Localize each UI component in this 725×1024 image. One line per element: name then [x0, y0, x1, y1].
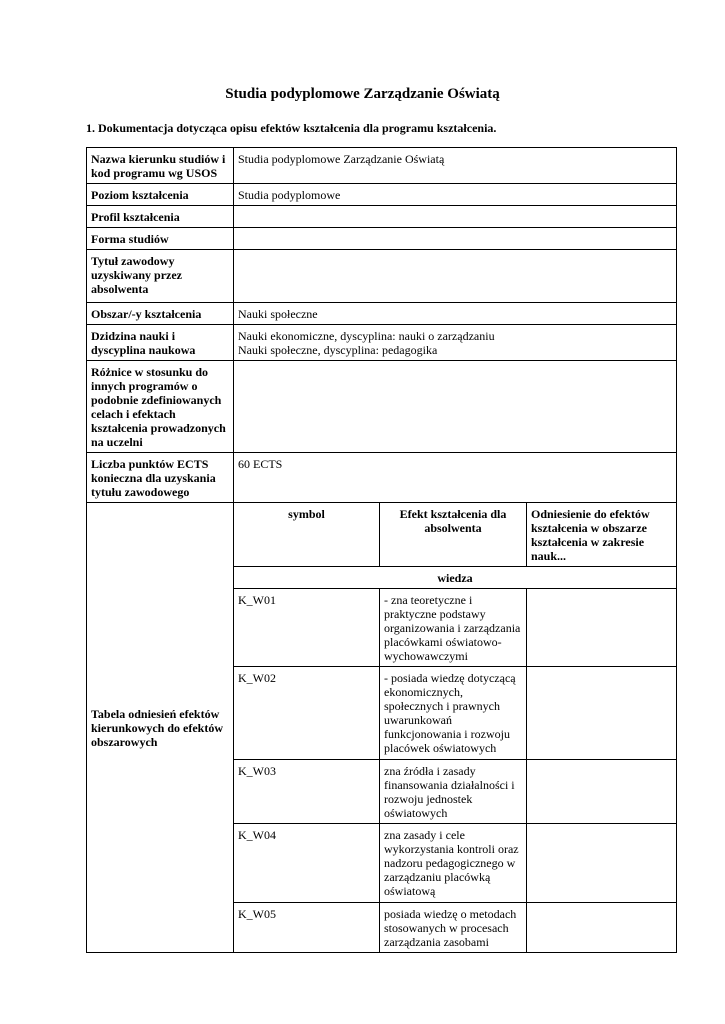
- row-value: [234, 325, 677, 361]
- row-value-line: Nauki społeczne, dyscyplina: pedagogika: [238, 343, 438, 357]
- row-value-line: Nauki ekonomiczne, dyscyplina: nauki o zarządzaniu: [238, 329, 495, 343]
- effect-description: - posiada wiedzę dotyczącą ekonomicznych, społecznych i prawnych uwarunkowań funkcjonowania i rozwoju placówek oświatowych: [380, 667, 527, 760]
- row-label: Tytuł zawodowy uzyskiwany przez absolwenta: [87, 250, 234, 303]
- table-row: [87, 453, 677, 503]
- row-value: [234, 361, 677, 453]
- row-label: Poziom kształcenia: [87, 184, 234, 206]
- section-heading: 1. Dokumentacja dotycząca opisu efektów kształcenia dla programu kształcenia.: [86, 121, 497, 135]
- row-label: Różnice w stosunku do innych programów o podobnie zdefiniowanych celach i efektach kształcenia prowadzonych na uczelni: [87, 361, 234, 453]
- effect-description: zna źródła i zasady finansowania działalności i rozwoju jednostek oświatowych: [380, 760, 527, 824]
- effect-reference: [527, 589, 677, 667]
- effect-description: posiada wiedzę o metodach stosowanych w procesach zarządzania zasobami: [380, 903, 527, 953]
- row-value: [234, 206, 677, 228]
- table-row: [87, 206, 677, 228]
- row-label: Liczba punktów ECTS konieczna dla uzyskania tytułu zawodowego: [87, 453, 234, 503]
- header-reference: Odniesienie do efektów kształcenia w obszarze kształcenia w zakresie nauk...: [527, 503, 677, 567]
- row-label: Profil kształcenia: [87, 206, 234, 228]
- document-title: Studia podyplomowe Zarządzanie Oświatą: [225, 86, 500, 102]
- effect-symbol: K_W03: [234, 760, 380, 824]
- row-label: Forma studiów: [87, 228, 234, 250]
- effect-reference: [527, 824, 677, 903]
- effect-description: - zna teoretyczne i praktyczne podstawy organizowania i zarządzania placówkami oświatowo-wychowawczymi: [380, 589, 527, 667]
- table-row: [87, 361, 677, 453]
- effect-symbol: K_W05: [234, 903, 380, 953]
- row-label: Obszar/-y kształcenia: [87, 303, 234, 325]
- effects-header-row: [87, 503, 677, 567]
- effect-reference: [527, 667, 677, 760]
- row-value: [234, 250, 677, 303]
- effect-symbol: K_W01: [234, 589, 380, 667]
- program-documentation-table: [86, 147, 677, 953]
- row-value: 60 ECTS: [234, 453, 677, 503]
- effect-description: zna zasady i cele wykorzystania kontroli oraz nadzoru pedagogicznego w zarządzaniu placówką oświatową: [380, 824, 527, 903]
- row-label: Dzidzina nauki i dyscyplina naukowa: [87, 325, 234, 361]
- table-row: [87, 228, 677, 250]
- row-value: Studia podyplomowe: [234, 184, 677, 206]
- table-row: [87, 325, 677, 361]
- row-value: [234, 228, 677, 250]
- row-label: Nazwa kierunku studiów i kod programu wg USOS: [87, 148, 234, 184]
- section-label-wiedza: wiedza: [234, 567, 677, 589]
- header-symbol: symbol: [234, 503, 380, 567]
- header-effect: Efekt kształcenia dla absolwenta: [380, 503, 527, 567]
- table-row: [87, 250, 677, 303]
- table-row: [87, 303, 677, 325]
- row-value: Studia podyplomowe Zarządzanie Oświatą: [234, 148, 677, 184]
- effect-symbol: K_W04: [234, 824, 380, 903]
- effect-reference: [527, 903, 677, 953]
- effect-reference: [527, 760, 677, 824]
- table-row: [87, 184, 677, 206]
- effect-symbol: K_W02: [234, 667, 380, 760]
- effects-table-label: Tabela odniesień efektów kierunkowych do efektów obszarowych: [87, 503, 234, 953]
- row-value: Nauki społeczne: [234, 303, 677, 325]
- table-row: [87, 148, 677, 184]
